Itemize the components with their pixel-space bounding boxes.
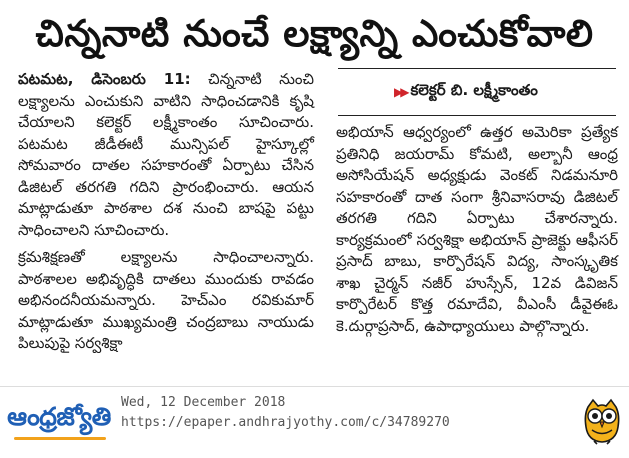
- article-paragraph-3: అభియాన్ ఆధ్వర్యంలో ఉత్తర అమెరికా ప్రత్యేక ప్రతినిధి జయరామ్ కోమటి, అల్బానీ ఆంధ్ర అసోసియేషన్ అధ్యక్షుడు వెంకట్ నిడమనూరి సహకారంతో దాత సంగా శ్రీనివాసరావు డిజిటల్ తరగతి గదిని ఏర్పాటు చేశారన్నారు. కార్యక్రమంలో సర్వశిక్షా అభియాన్ ప్రాజెక్టు ఆఫీసర్ ప్రసాద్ బాబు, కార్పొరేషన్ విద్య, సాంస్కృతిక శాఖ చైర్మన్ నజీర్ హుస్సేన్, 12వ డివిజన్ కార్పొరేటర్ కొత్త రమాదేవి, వీఎంసీ డీవైఈఓ కె.దుర్గాప్రసాద్, ఉపాధ్యాయులు పాల్గొన్నారు.: [336, 123, 618, 335]
- paragraph-1-text: చిన్ననాటి నుంచి లక్ష్యాలను ఎంచుకుని వాటిని సాధించడానికి కృషి చేయాలని కలెక్టర్ లక్ష్మీకాంతం సూచించారు. పటమట జీడీఈటీ మున్సిపల్ హైస్కూల్లో సోమవారం దాతల సహకారంతో ఏర్పాటు చేసిన డిజిటల్ తరగతి గదిని ప్రారంభించారు. ఆయన మాట్లాడుతూ పాఠశాల దశ నుంచి బాషపై పట్టు సాధించాలని సూచించారు.: [18, 70, 314, 239]
- dateline: పటమట, డిసెంబరు 11:: [18, 70, 191, 88]
- epaper-url-link[interactable]: https://epaper.andhrajyothy.com/c/34789270: [121, 415, 450, 430]
- logo-text: ఆంధ్రజ్యోతి: [7, 402, 111, 431]
- footer-meta: [121, 393, 450, 433]
- article-paragraph-1: [18, 69, 314, 241]
- byline-box: [338, 68, 616, 116]
- article-right-column: [336, 122, 618, 337]
- article-left-column: [18, 69, 314, 355]
- logo-underline: [14, 437, 106, 440]
- andhrajyothy-logo[interactable]: [6, 398, 112, 442]
- footer-divider: [0, 386, 629, 387]
- owl-mascot-icon: [580, 397, 624, 445]
- article-paragraph-2: క్రమశిక్షణతో లక్ష్యాలను సాధించాలన్నారు. పాఠశాలల అభివృద్ధికి దాతలు ముందుకు రావడం అభినందనీయమన్నారు. హెచ్‌ఎం రవికుమార్ మాట్లాడుతూ ముఖ్యమంత్రి చంద్రబాబు నాయుడు పిలుపుపై సర్వశిక్షా: [18, 248, 314, 352]
- byline-caption: కలెక్టర్ బి. లక్ష్మీకాంతం: [410, 81, 538, 99]
- double-chevron-icon: ▶▶: [394, 85, 407, 99]
- publication-date: Wed, 12 December 2018: [121, 395, 286, 410]
- article-headline: చిన్ననాటి నుంచే లక్ష్యాన్ని ఎంచుకోవాలి: [35, 12, 594, 55]
